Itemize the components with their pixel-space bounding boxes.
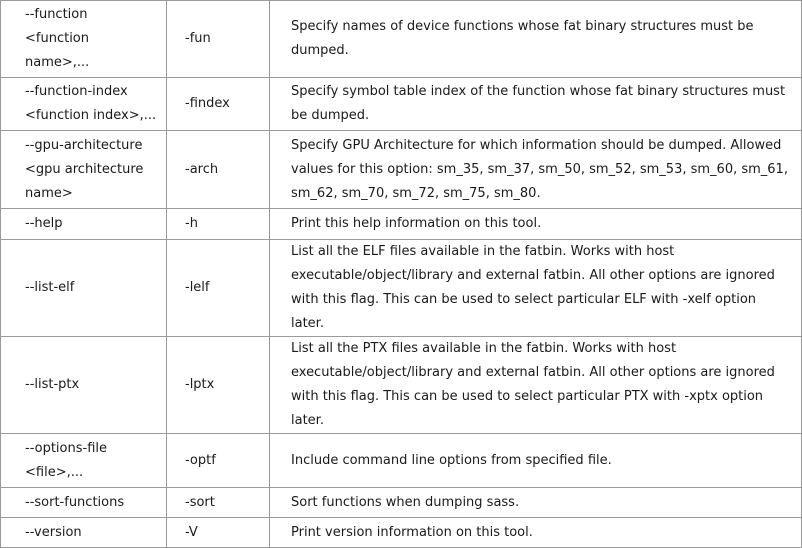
options-table-body bbox=[1, 1, 802, 548]
long-option-line: --gpu-architecture bbox=[25, 137, 143, 153]
long-option-line: <function index>,... bbox=[25, 108, 157, 123]
description-text: Specify GPU Architecture for which information should be dumped. Allowed values for this option: sm_35, sm_37, sm_50, sm_52, sm_53, sm_60, sm_61, sm_62, sm_70, sm_72, sm_75, sm_80. bbox=[291, 137, 788, 201]
description-text: Sort functions when dumping sass. bbox=[291, 494, 520, 510]
description-cell bbox=[270, 240, 802, 337]
description-cell bbox=[270, 488, 802, 518]
description-text: List all the PTX files available in the fatbin. Works with host executable/object/library and external fatbin. All other options are ignored with this flag. This can be used to select particular PTX with -xptx option later. bbox=[291, 341, 775, 428]
table-row bbox=[1, 240, 802, 337]
long-option-line: name> bbox=[25, 185, 73, 201]
short-option-cell: -h bbox=[167, 209, 270, 240]
long-option-line: <gpu architecture bbox=[25, 161, 144, 177]
short-option-cell: -lptx bbox=[167, 337, 270, 434]
long-option-line: --help bbox=[25, 216, 63, 231]
description-cell bbox=[270, 337, 802, 434]
short-option-cell: -lelf bbox=[167, 240, 270, 337]
long-option-cell bbox=[1, 131, 167, 209]
table-row bbox=[1, 518, 802, 548]
table-row bbox=[1, 1, 802, 78]
description-text: Specify symbol table index of the function whose fat binary structures must be dumped. bbox=[291, 84, 786, 123]
table-row bbox=[1, 209, 802, 240]
long-option-cell bbox=[1, 240, 167, 337]
description-text: Include command line options from specified file. bbox=[291, 452, 612, 468]
long-option-line: --function-index bbox=[25, 84, 128, 99]
long-option-line: --options-file bbox=[25, 440, 107, 456]
description-cell bbox=[270, 131, 802, 209]
description-cell bbox=[270, 78, 802, 131]
description-text: Specify names of device functions whose fat binary structures must be dumped. bbox=[291, 19, 754, 58]
long-option-line: name>,... bbox=[25, 55, 90, 70]
long-option-line: --sort-functions bbox=[25, 494, 125, 510]
table-row bbox=[1, 488, 802, 518]
table-row bbox=[1, 434, 802, 488]
table-row bbox=[1, 337, 802, 434]
long-option-line: <file>,... bbox=[25, 464, 84, 480]
short-option-cell: -V bbox=[167, 518, 270, 548]
long-option-line: --function bbox=[25, 7, 88, 22]
description-text: Print version information on this tool. bbox=[291, 524, 533, 540]
table-row bbox=[1, 78, 802, 131]
description-text: List all the ELF files available in the fatbin. Works with host executable/object/library and external fatbin. All other options are ignored with this flag. This can be used to select particular ELF with -xelf option later. bbox=[291, 244, 775, 331]
description-cell bbox=[270, 434, 802, 488]
short-option-cell: -sort bbox=[167, 488, 270, 518]
description-cell bbox=[270, 1, 802, 78]
long-option-line: <function bbox=[25, 31, 89, 46]
long-option-cell bbox=[1, 518, 167, 548]
description-cell bbox=[270, 518, 802, 548]
long-option-line: --version bbox=[25, 524, 82, 540]
long-option-cell bbox=[1, 1, 167, 78]
table-row bbox=[1, 131, 802, 209]
long-option-cell bbox=[1, 209, 167, 240]
short-option-cell: -findex bbox=[167, 78, 270, 131]
description-text: Print this help information on this tool. bbox=[291, 216, 542, 231]
long-option-cell bbox=[1, 488, 167, 518]
short-option-cell: -fun bbox=[167, 1, 270, 78]
description-cell bbox=[270, 209, 802, 240]
short-option-cell: -optf bbox=[167, 434, 270, 488]
long-option-line: --list-elf bbox=[25, 280, 75, 295]
long-option-cell bbox=[1, 337, 167, 434]
short-option-cell: -arch bbox=[167, 131, 270, 209]
long-option-line: --list-ptx bbox=[25, 377, 80, 392]
long-option-cell bbox=[1, 434, 167, 488]
long-option-cell bbox=[1, 78, 167, 131]
